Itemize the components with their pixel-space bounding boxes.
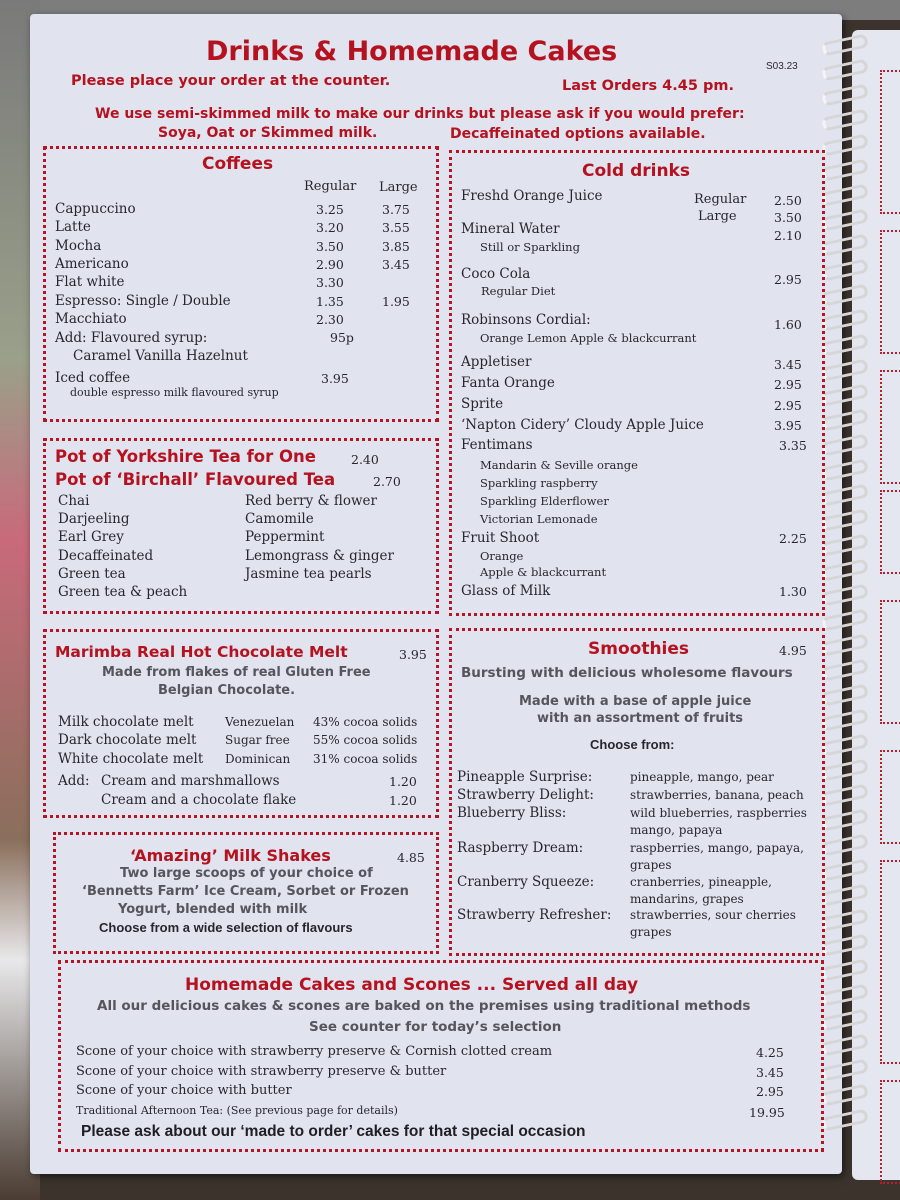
add-syrup: Add: Flavoured syrup:: [55, 330, 208, 346]
smoothie-fruits: cranberries, pineapple,: [630, 875, 772, 889]
smoothie-name: Blueberry Bliss:: [457, 805, 567, 821]
smoothie-fruits: grapes: [630, 924, 672, 939]
milkshakes-choose: Choose from a wide selection of flavours: [99, 920, 353, 935]
page-title: Drinks & Homemade Cakes: [206, 36, 618, 67]
tea-item: Peppermint: [245, 529, 325, 546]
cake-item-name: Traditional Afternoon Tea: (See previous page for details): [76, 1104, 398, 1117]
last-orders: Last Orders 4.45 pm.: [562, 78, 734, 94]
choc-item-name: Milk chocolate melt: [58, 714, 194, 730]
fentimans-flavour: Sparkling Elderflower: [480, 494, 609, 508]
mineral-water-price: 2.10: [774, 228, 802, 243]
decaf-note: Decaffeinated options available.: [450, 126, 706, 142]
sprite-price: 2.95: [774, 398, 802, 413]
coffee-item-regular: 3.25: [316, 202, 344, 217]
tea-item: Decaffeinated: [58, 547, 154, 564]
fruit-shoot-flavour: Apple & blackcurrant: [480, 565, 607, 579]
glass-of-milk: Glass of Milk: [461, 583, 551, 599]
coffees-col-large: Large: [379, 180, 418, 195]
fentimans-flavour: Mandarin & Seville orange: [480, 458, 638, 472]
smoothies-title: Smoothies: [588, 639, 690, 659]
hot-chocolate-desc2: Belgian Chocolate.: [158, 683, 296, 698]
smoothies-base1: Made with a base of apple juice: [519, 694, 752, 709]
coffees-title: Coffees: [202, 154, 274, 174]
smoothie-fruits: mango, papaya: [630, 822, 723, 837]
choc-item-cocoa: 43% cocoa solids: [313, 715, 418, 729]
coffee-item-regular: 1.35: [316, 293, 344, 309]
fanta-price: 2.95: [774, 377, 802, 392]
cake-item-price: 4.25: [756, 1045, 784, 1060]
coffee-item-regular: 2.30: [316, 311, 344, 327]
tea-item: Lemongrass & ginger: [245, 547, 394, 564]
smoothies-base2: with an assortment of fruits: [537, 711, 744, 726]
iced-coffee-desc: double espresso milk flavoured syrup: [70, 386, 279, 399]
smoothie-name: Strawberry Refresher:: [457, 907, 612, 923]
coffee-item-large: 3.75: [382, 202, 410, 217]
next-page-edge: [852, 30, 900, 1180]
napton-price: 3.95: [774, 418, 802, 433]
coffee-item-regular: 3.20: [316, 220, 344, 236]
choc-item-origin: Venezuelan: [225, 715, 295, 729]
menu-code: S03.23: [766, 61, 798, 72]
coco-cola-sub: Regular Diet: [481, 284, 556, 298]
coffees-col-regular: Regular: [304, 179, 357, 194]
orange-regular-price: 2.50: [774, 193, 802, 208]
yorkshire-tea-price: 2.40: [351, 452, 379, 467]
choc-add-price: 1.20: [389, 793, 417, 808]
tea-item: Chai: [58, 493, 90, 509]
fruit-shoot-price: 2.25: [779, 531, 807, 546]
smoothie-fruits: strawberries, banana, peach: [630, 788, 804, 802]
cordial-sub: Orange Lemon Apple & blackcurrant: [480, 331, 697, 345]
tea-item: Red berry & flower: [245, 493, 377, 509]
fruit-shoot-flavour: Orange: [480, 549, 524, 563]
cake-item-price: 2.95: [756, 1084, 784, 1099]
mineral-water: Mineral Water: [461, 221, 560, 237]
coffee-item-name: Americano: [55, 255, 129, 272]
glass-of-milk-price: 1.30: [779, 584, 807, 599]
choc-add-name: Cream and marshmallows: [101, 773, 280, 789]
choc-item-name: Dark chocolate melt: [58, 732, 197, 749]
fentimans-price: 3.35: [779, 438, 807, 453]
cake-item-name: Scone of your choice with butter: [76, 1083, 292, 1098]
add-syrup-price: 95p: [330, 330, 354, 345]
milkshakes-desc3: Yogurt, blended with milk: [118, 902, 308, 917]
choc-add-label: Add:: [58, 773, 90, 789]
choc-item-cocoa: 55% cocoa solids: [313, 733, 418, 748]
smoothies-tagline: Bursting with delicious wholesome flavours: [461, 665, 793, 681]
fentimans-flavour: Victorian Lemonade: [480, 512, 598, 526]
milkshakes-price: 4.85: [397, 850, 425, 865]
tea-item: Green tea: [58, 565, 126, 582]
syrup-options: Caramel Vanilla Hazelnut: [73, 348, 248, 364]
choc-item-origin: Dominican: [225, 751, 291, 766]
tea-item: Green tea & peach: [58, 584, 188, 600]
choc-item-name: White chocolate melt: [58, 750, 204, 767]
cordial-price: 1.60: [774, 317, 802, 332]
smoothies-price: 4.95: [779, 643, 807, 658]
iced-coffee-price: 3.95: [321, 371, 349, 386]
cakes-title: Homemade Cakes and Scones ... Served all day: [185, 975, 639, 995]
cakes-special: Please ask about our ‘made to order’ cakes for that special occasion: [81, 1123, 586, 1140]
order-note: Please place your order at the counter.: [71, 73, 391, 89]
coco-cola-price: 2.95: [774, 272, 802, 287]
tea-item: Earl Grey: [58, 529, 124, 546]
orange-juice: Freshd Orange Juice: [461, 188, 603, 204]
cakes-desc1: All our delicious cakes & scones are baked on the premises using traditional methods: [97, 998, 751, 1014]
milk-note: We use semi-skimmed milk to make our drinks but please ask if you would prefer:: [95, 106, 745, 122]
milkshakes-title: ‘Amazing’ Milk Shakes: [130, 846, 331, 865]
hot-chocolate-desc1: Made from flakes of real Gluten Free: [102, 665, 371, 680]
coffee-item-large: 1.95: [382, 293, 410, 309]
fanta-orange: Fanta Orange: [461, 375, 555, 391]
fentimans-flavour: Sparkling raspberry: [480, 476, 598, 490]
fruit-shoot: Fruit Shoot: [461, 530, 540, 546]
coffee-item-regular: 3.50: [316, 238, 344, 254]
hot-chocolate-price: 3.95: [399, 647, 427, 662]
iced-coffee: Iced coffee: [55, 370, 131, 386]
coffee-item-name: Flat white: [55, 274, 125, 291]
coffee-item-name: Espresso: Single / Double: [55, 292, 231, 309]
smoothie-name: Strawberry Delight:: [457, 787, 594, 803]
fentimans: Fentimans: [461, 437, 533, 453]
milk-options: Soya, Oat or Skimmed milk.: [158, 125, 378, 141]
robinsons-cordial: Robinsons Cordial:: [461, 312, 591, 328]
mineral-water-sub: Still or Sparkling: [480, 240, 580, 254]
sprite: Sprite: [461, 396, 504, 412]
tea-item: Camomile: [245, 511, 314, 528]
smoothie-name: Raspberry Dream:: [457, 840, 584, 856]
choc-item-origin: Sugar free: [225, 733, 290, 748]
napton-apple-juice: ‘Napton Cidery’ Cloudy Apple Juice: [461, 417, 704, 433]
coco-cola: Coco Cola: [461, 266, 531, 282]
cold-drinks-title: Cold drinks: [582, 161, 690, 181]
cakes-desc2: See counter for today’s selection: [309, 1019, 562, 1035]
appletiser-price: 3.45: [774, 357, 802, 372]
coffee-item-name: Latte: [55, 219, 91, 236]
tea-item: Jasmine tea pearls: [245, 565, 372, 582]
hot-chocolate-title: Marimba Real Hot Chocolate Melt: [55, 643, 348, 661]
cake-item-price: 19.95: [749, 1105, 785, 1120]
orange-regular-label: Regular: [694, 192, 747, 207]
yorkshire-tea: Pot of Yorkshire Tea for One: [55, 447, 316, 466]
smoothie-fruits: grapes: [630, 857, 672, 872]
smoothies-choose: Choose from:: [590, 737, 675, 752]
coffee-item-large: 3.45: [382, 256, 410, 272]
tea-item: Darjeeling: [58, 511, 130, 528]
milkshakes-desc1: Two large scoops of your choice of: [120, 866, 373, 881]
coffee-item-large: 3.85: [382, 238, 410, 254]
smoothie-fruits: mandarins, grapes: [630, 891, 744, 906]
smoothie-fruits: raspberries, mango, papaya,: [630, 841, 804, 855]
smoothie-fruits: pineapple, mango, pear: [630, 770, 774, 784]
coffee-item-name: Macchiato: [55, 310, 127, 327]
coffee-item-large: 3.55: [382, 220, 410, 236]
orange-large-price: 3.50: [774, 210, 802, 225]
smoothie-name: Pineapple Surprise:: [457, 769, 593, 785]
cake-item-name: Scone of your choice with strawberry preserve & Cornish clotted cream: [76, 1044, 553, 1059]
cake-item-name: Scone of your choice with strawberry preserve & butter: [76, 1064, 447, 1079]
smoothie-name: Cranberry Squeeze:: [457, 874, 595, 890]
choc-add-price: 1.20: [389, 774, 417, 789]
smoothie-fruits: wild blueberries, raspberries: [630, 806, 807, 820]
smoothie-fruits: strawberries, sour cherries: [630, 908, 796, 922]
coffee-item-regular: 3.30: [316, 275, 344, 291]
coffee-item-regular: 2.90: [316, 256, 344, 272]
milkshakes-desc2: ‘Bennetts Farm’ Ice Cream, Sorbet or Frozen: [82, 884, 409, 899]
choc-item-cocoa: 31% cocoa solids: [313, 751, 418, 766]
orange-large-label: Large: [698, 209, 737, 224]
coffee-item-name: Cappuccino: [55, 201, 136, 217]
birchall-tea: Pot of ‘Birchall’ Flavoured Tea: [55, 470, 336, 489]
choc-add-name: Cream and a chocolate flake: [101, 792, 297, 808]
coffee-item-name: Mocha: [55, 237, 102, 254]
cake-item-price: 3.45: [756, 1065, 784, 1080]
birchall-tea-price: 2.70: [373, 474, 401, 489]
appletiser: Appletiser: [461, 354, 532, 370]
